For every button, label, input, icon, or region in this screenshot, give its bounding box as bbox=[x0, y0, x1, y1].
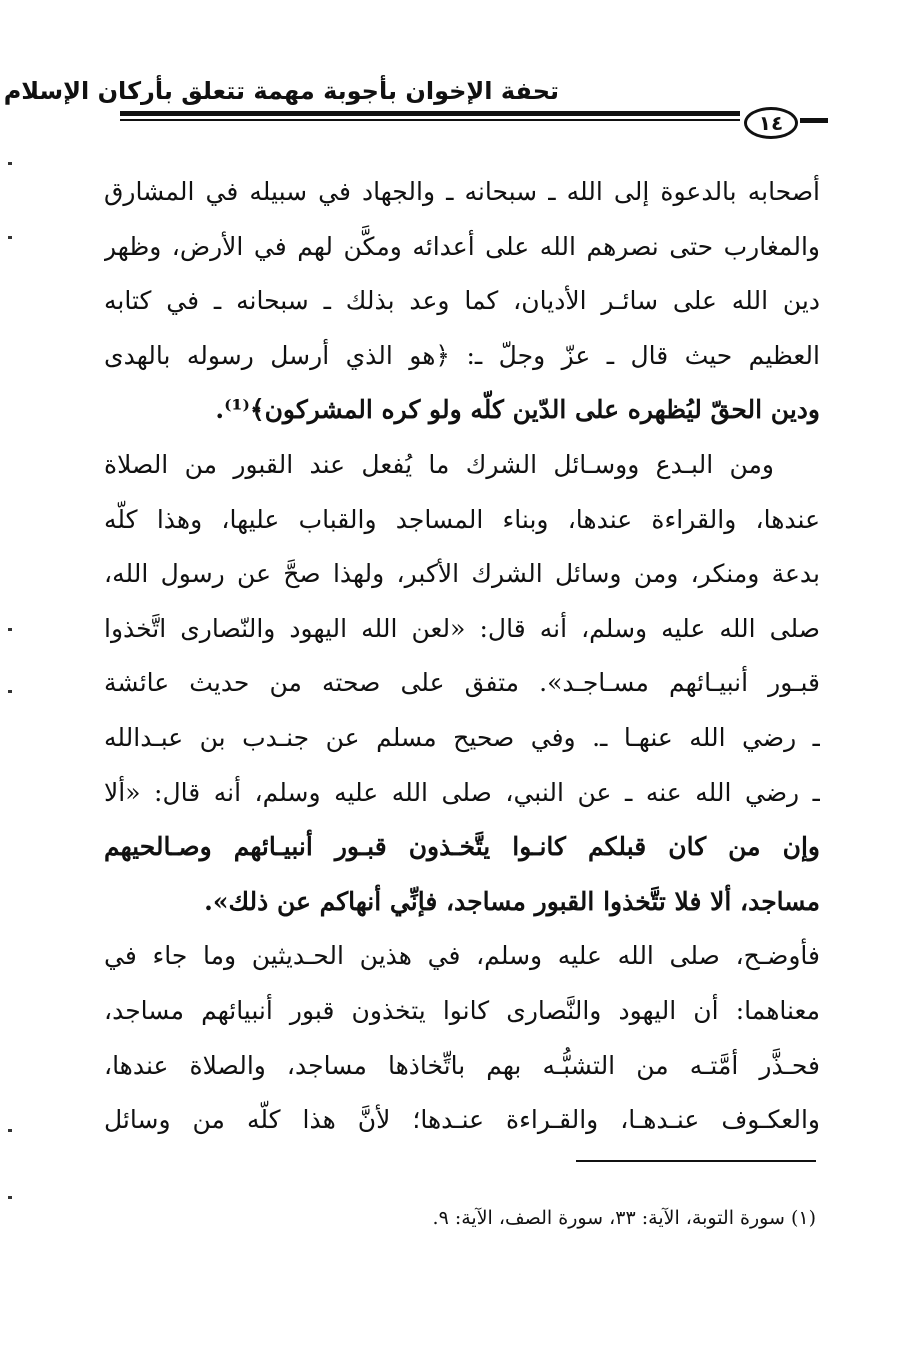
body-line: دين الله على سائـر الأديان، كما وعد بذلك ـ سبحانه ـ في كتابه bbox=[104, 286, 820, 316]
body-line: ـ رضي الله عنه ـ عن النبي، صلى الله عليه وسلم، أنه قال: «ألا bbox=[104, 777, 820, 807]
page-number-tick bbox=[800, 118, 828, 123]
body-line: العظيم حيث قال ـ عزّ وجلّ ـ: ﴿هو الذي أرسل رسوله بالهدى bbox=[104, 340, 820, 370]
body-line: ودين الحقّ ليُظهره على الدّين كلّه ولو كره المشركون﴾⁽¹⁾. bbox=[215, 395, 820, 425]
running-header-title: تحفة الإخوان بأجوبة مهمة تتعلق بأركان الإسلام bbox=[3, 77, 559, 105]
scan-mark bbox=[8, 628, 12, 631]
scan-mark bbox=[8, 162, 12, 165]
body-line: قبـور أنبيـائهم مسـاجـد». متفق على صحته من حديث عائشة bbox=[104, 668, 820, 698]
body-line: صلى الله عليه وسلم، أنه قال: «لعن الله اليهود والنّصارى اتَّخذوا bbox=[104, 613, 820, 643]
body-line: عندها، والقراءة عندها، وبناء المساجد والقباب عليها، وهذا كلّه bbox=[104, 504, 820, 534]
page-number: ١٤ bbox=[744, 107, 798, 139]
body-line: فأوضـح، صلى الله عليه وسلم، في هذين الحـديثين وما جاء في bbox=[104, 941, 820, 971]
body-line: ومن البـدع ووسـائل الشرك ما يُفعل عند القبور من الصلاة bbox=[104, 449, 774, 479]
scan-mark bbox=[8, 1196, 12, 1199]
body-line: وإن من كان قبلكم كانـوا يتَّخـذون قبـور أنبيـائهم وصـالحيهم bbox=[104, 832, 820, 862]
body-line: معناهما: أن اليهود والنَّصارى كانوا يتخذون قبور أنبيائهم مساجد، bbox=[104, 995, 820, 1025]
body-line: مساجد، ألا فلا تتَّخذوا القبور مساجد، فإنِّي أنهاكم عن ذلك». bbox=[204, 886, 820, 916]
scan-mark bbox=[8, 236, 12, 239]
scan-mark bbox=[8, 1129, 12, 1132]
header-rule-thin bbox=[120, 119, 740, 121]
body-line: والعكـوف عنـدهـا، والقـراءة عنـدها؛ لأنَّ هذا كلّه من وسائل bbox=[104, 1105, 820, 1135]
footnote-rule bbox=[576, 1160, 816, 1162]
header-rule-thick bbox=[120, 111, 740, 116]
body-line: والمغارب حتى نصرهم الله على أعدائه ومكَّن لهم في الأرض، وظهر bbox=[104, 231, 820, 261]
body-line: فحـذَّر أمَّتـه من التشبُّـه بهم باتِّخاذها مساجد، والصلاة عندها، bbox=[104, 1050, 820, 1080]
header-rule bbox=[120, 111, 740, 122]
body-line: أصحابه بالدعوة إلى الله ـ سبحانه ـ والجهاد في سبيله في المشارق bbox=[104, 177, 820, 206]
body-line: بدعة ومنكر، ومن وسائل الشرك الأكبر، ولهذا صحَّ عن رسول الله، bbox=[104, 559, 820, 589]
body-text bbox=[104, 165, 820, 1148]
footnote: (١) سورة التوبة، الآية: ٣٣، سورة الصف، الآية: ٩. bbox=[432, 1207, 816, 1229]
body-line: ـ رضي الله عنهـا ـ. وفي صحيح مسلم عن جنـدب بن عبـدالله bbox=[104, 722, 820, 752]
scan-mark bbox=[8, 690, 12, 693]
